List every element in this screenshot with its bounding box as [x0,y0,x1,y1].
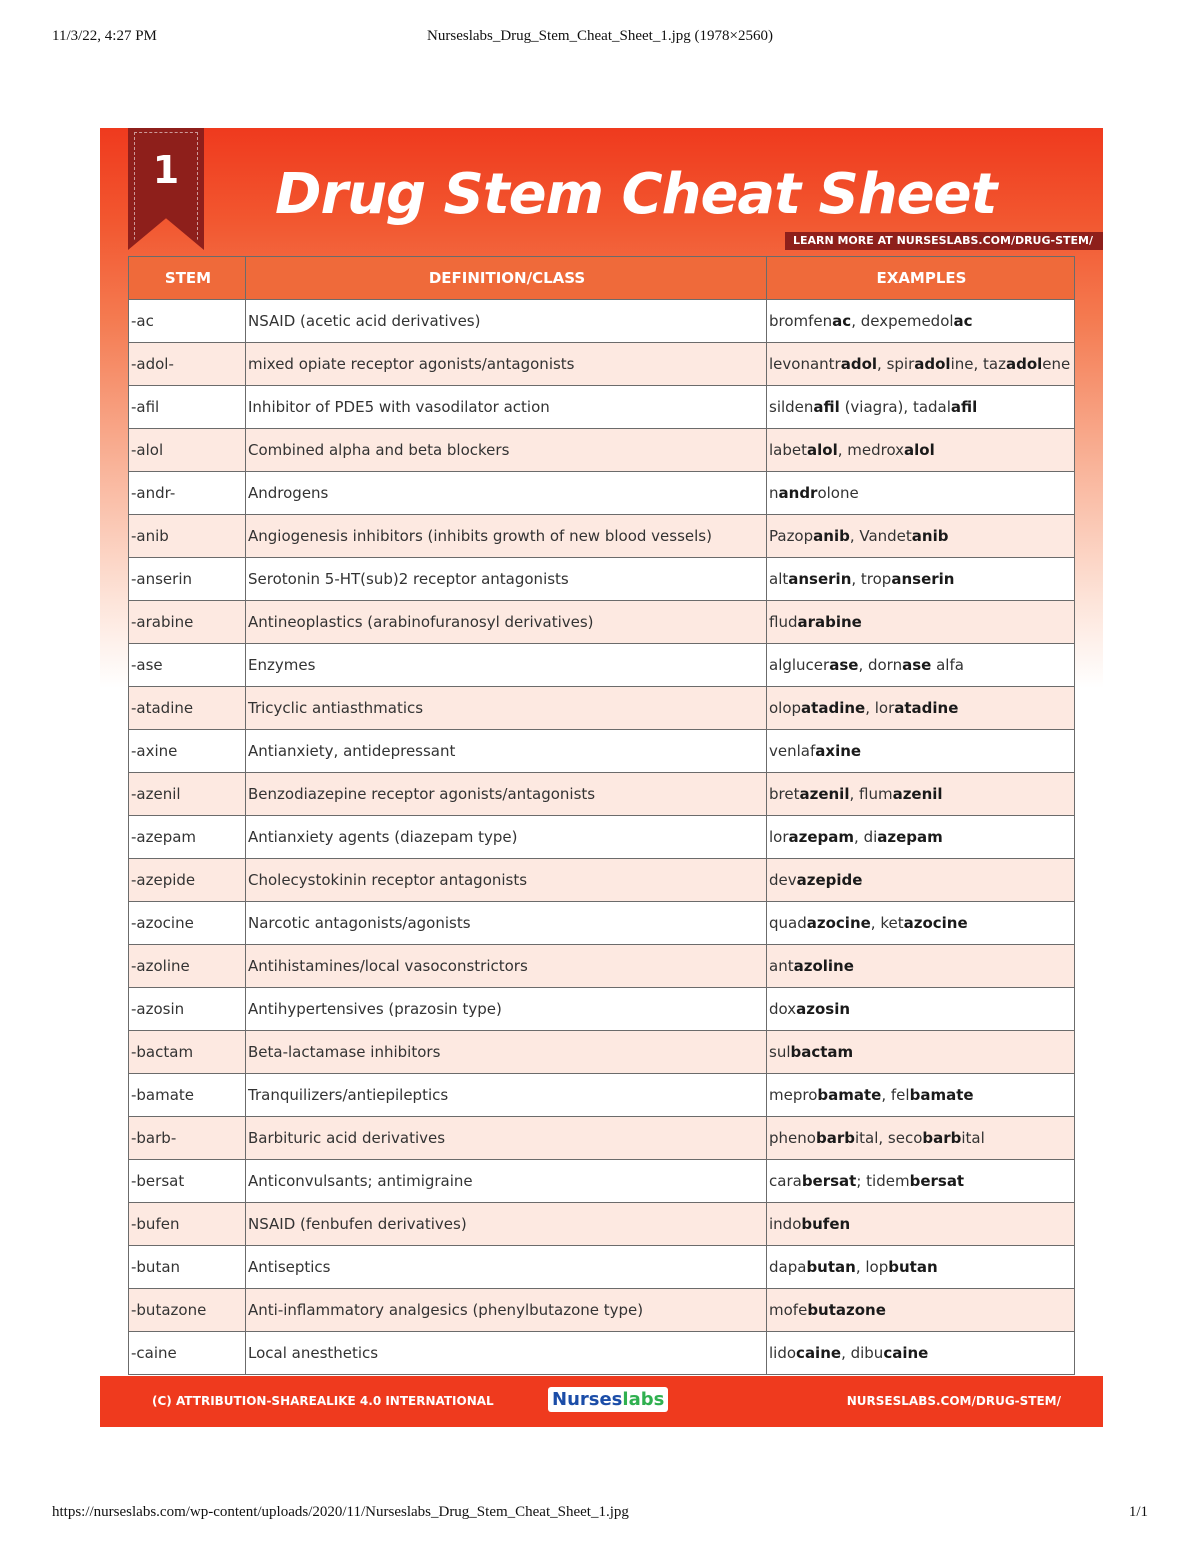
example-stem-highlight: anserin [891,570,955,588]
column-header-stem: STEM [129,257,246,300]
example-text: dapa [769,1258,807,1276]
examples-cell [767,386,1075,429]
footer-bar [100,1376,1103,1427]
example-text: ital, seco [854,1129,923,1147]
examples-cell [767,1160,1075,1203]
example-stem-highlight: butan [888,1258,938,1276]
example-text: lido [769,1344,797,1362]
stem-cell: -azepide [129,859,246,902]
example-stem-highlight: caine [796,1344,842,1362]
example-text: bromfen [769,312,833,330]
logo-word-b: labs [622,1389,665,1410]
example-stem-highlight: azepide [796,871,863,889]
page-title: Drug Stem Cheat Sheet [275,162,997,227]
definition-cell: Antiseptics [246,1246,767,1289]
table-row [129,1203,1075,1246]
stem-cell: -afil [129,386,246,429]
example-stem-highlight: ac [953,312,973,330]
cheat-sheet [100,128,1103,1427]
stem-cell: -alol [129,429,246,472]
examples-cell [767,730,1075,773]
examples-cell [767,343,1075,386]
definition-cell: Antihypertensives (prazosin type) [246,988,767,1031]
example-text: , ket [870,914,904,932]
example-stem-highlight: azepam [877,828,943,846]
example-text: cara [769,1172,802,1190]
example-stem-highlight: afil [813,398,840,416]
stem-cell: -anib [129,515,246,558]
example-stem-highlight: bufen [801,1215,851,1233]
definition-cell: Tranquilizers/antiepileptics [246,1074,767,1117]
example-text: olop [769,699,802,717]
footer-site-link[interactable]: NURSESLABS.COM/DRUG-STEM/ [846,1394,1061,1408]
examples-cell [767,300,1075,343]
example-text: lor [769,828,789,846]
example-stem-highlight: azenil [892,785,943,803]
example-text: mofe [769,1301,808,1319]
table-row [129,386,1075,429]
definition-cell: Androgens [246,472,767,515]
definition-cell: Narcotic antagonists/agonists [246,902,767,945]
table-row [129,1160,1075,1203]
example-stem-highlight: bersat [909,1172,965,1190]
example-text: quad [769,914,807,932]
definition-cell: Beta-lactamase inhibitors [246,1031,767,1074]
example-stem-highlight: anib [813,527,850,545]
learn-more-prefix: LEARN MORE AT [792,234,897,247]
definition-cell: Antineoplastics (arabinofuranosyl derivatives) [246,601,767,644]
example-stem-highlight: azepam [788,828,855,846]
example-stem-highlight: azenil [799,785,850,803]
stem-cell: -ase [129,644,246,687]
print-header [52,28,1148,50]
logo-word-a: Nurses [552,1389,623,1410]
example-text: ine, taz [950,355,1006,373]
print-footer [52,1504,1148,1526]
license-text: (C) ATTRIBUTION-SHAREALIKE 4.0 INTERNATIONAL [152,1394,494,1408]
example-stem-highlight: caine [883,1344,929,1362]
examples-cell [767,988,1075,1031]
examples-cell [767,515,1075,558]
example-stem-highlight: azocine [903,914,968,932]
banner-page-number: 1 [152,148,180,192]
example-text: bret [769,785,800,803]
definition-cell: Antihistamines/local vasoconstrictors [246,945,767,988]
example-stem-highlight: ase [829,656,859,674]
table-row [129,902,1075,945]
table-row [129,515,1075,558]
stem-cell: -azenil [129,773,246,816]
example-stem-highlight: anib [911,527,949,545]
example-stem-highlight: adol [840,355,878,373]
definition-cell: Local anesthetics [246,1332,767,1375]
examples-cell [767,644,1075,687]
example-text: ; tidem [856,1172,910,1190]
column-header-definition: DEFINITION/CLASS [246,257,767,300]
print-page-number: 1/1 [1128,1504,1148,1520]
examples-cell [767,859,1075,902]
table-row [129,687,1075,730]
stem-cell: -azosin [129,988,246,1031]
example-stem-highlight: barb [922,1129,962,1147]
example-text: , di [854,828,878,846]
definition-cell: Serotonin 5-HT(sub)2 receptor antagonists [246,558,767,601]
stem-cell: -butan [129,1246,246,1289]
example-text: , dibu [841,1344,884,1362]
example-text: venlaf [769,742,816,760]
definition-cell: Tricyclic antiasthmatics [246,687,767,730]
examples-cell [767,1332,1075,1375]
example-text: , trop [851,570,892,588]
stem-cell: -atadine [129,687,246,730]
examples-cell [767,558,1075,601]
stem-cell: -andr- [129,472,246,515]
table-row [129,1031,1075,1074]
table-row [129,1332,1075,1375]
example-text: dev [769,871,797,889]
example-text: Pazop [769,527,814,545]
stem-cell: -adol- [129,343,246,386]
example-stem-highlight: bamate [909,1086,974,1104]
definition-cell: mixed opiate receptor agonists/antagonists [246,343,767,386]
example-text: labet [769,441,807,459]
example-text: alglucer [769,656,830,674]
definition-cell: Angiogenesis inhibitors (inhibits growth of new blood vessels) [246,515,767,558]
print-url: https://nurseslabs.com/wp-content/uploads/2020/11/Nurseslabs_Drug_Stem_Cheat_Sheet_1.jpg [52,1504,629,1520]
examples-cell [767,1031,1075,1074]
definition-cell: Anti-inflammatory analgesics (phenylbutazone type) [246,1289,767,1332]
table-row [129,601,1075,644]
examples-cell [767,1203,1075,1246]
example-text: , flum [849,785,893,803]
stem-cell: -ac [129,300,246,343]
examples-cell [767,1117,1075,1160]
table-row [129,773,1075,816]
example-text: ene [1042,355,1071,373]
example-stem-highlight: bersat [801,1172,857,1190]
example-text: , medrox [837,441,905,459]
learn-more-url[interactable]: NURSESLABS.COM/DRUG-STEM/ [896,234,1093,247]
examples-cell [767,601,1075,644]
nurseslabs-logo [548,1387,668,1412]
table-row [129,558,1075,601]
example-stem-highlight: azosin [796,1000,851,1018]
example-stem-highlight: adol [1005,355,1043,373]
stem-cell: -axine [129,730,246,773]
example-text: dox [769,1000,797,1018]
examples-cell [767,1289,1075,1332]
table-row [129,1117,1075,1160]
example-text: , spir [877,355,915,373]
stem-cell: -caine [129,1332,246,1375]
example-stem-highlight: butazone [807,1301,886,1319]
table-row [129,472,1075,515]
column-header-examples: EXAMPLES [767,257,1075,300]
stem-cell: -arabine [129,601,246,644]
example-stem-highlight: azocine [806,914,871,932]
stem-cell: -azoline [129,945,246,988]
definition-cell: Barbituric acid derivatives [246,1117,767,1160]
example-text: indo [769,1215,802,1233]
example-stem-highlight: ase [902,656,932,674]
table-row [129,988,1075,1031]
definition-cell: Benzodiazepine receptor agonists/antagonists [246,773,767,816]
example-text: pheno [769,1129,816,1147]
print-title: Nurseslabs_Drug_Stem_Cheat_Sheet_1.jpg (1978×2560) [427,28,773,44]
example-text: n [769,484,779,502]
table-row [129,343,1075,386]
example-text: alt [769,570,789,588]
table-row [129,429,1075,472]
table-row [129,644,1075,687]
example-stem-highlight: alol [807,441,838,459]
example-stem-highlight: ac [832,312,852,330]
example-stem-highlight: atadine [801,699,866,717]
table-row [129,945,1075,988]
example-text: mepro [769,1086,818,1104]
example-stem-highlight: andr [778,484,818,502]
table-row [129,1246,1075,1289]
learn-more-tag[interactable] [785,232,1103,250]
stem-cell: -anserin [129,558,246,601]
examples-cell [767,945,1075,988]
definition-cell: NSAID (fenbufen derivatives) [246,1203,767,1246]
example-text: sul [769,1043,791,1061]
examples-cell [767,816,1075,859]
definition-cell: Cholecystokinin receptor antagonists [246,859,767,902]
example-text: ant [769,957,794,975]
stem-cell: -bamate [129,1074,246,1117]
table-body [129,300,1075,1375]
table-row [129,816,1075,859]
table-row [129,300,1075,343]
example-text: ital [961,1129,985,1147]
example-stem-highlight: arabine [797,613,862,631]
example-stem-highlight: axine [815,742,862,760]
example-text: flud [769,613,798,631]
example-stem-highlight: bactam [790,1043,854,1061]
table-row [129,1289,1075,1332]
example-stem-highlight: anserin [788,570,852,588]
example-stem-highlight: bamate [817,1086,882,1104]
example-text: , lop [855,1258,889,1276]
definition-cell: Antianxiety agents (diazepam type) [246,816,767,859]
example-stem-highlight: azoline [793,957,854,975]
examples-cell [767,902,1075,945]
stem-cell: -barb- [129,1117,246,1160]
stem-cell: -butazone [129,1289,246,1332]
definition-cell: Combined alpha and beta blockers [246,429,767,472]
definition-cell: Enzymes [246,644,767,687]
examples-cell [767,1074,1075,1117]
print-date: 11/3/22, 4:27 PM [52,28,157,44]
stem-cell: -azepam [129,816,246,859]
table-header-row [129,257,1075,300]
example-text: , dorn [858,656,903,674]
definition-cell: Anticonvulsants; antimigraine [246,1160,767,1203]
example-stem-highlight: afil [950,398,978,416]
example-text: levonantr [769,355,841,373]
examples-cell [767,1246,1075,1289]
example-text: (viagra), tadal [839,398,951,416]
stem-cell: -bufen [129,1203,246,1246]
examples-cell [767,472,1075,515]
example-text: , lor [865,699,895,717]
example-stem-highlight: atadine [894,699,959,717]
stem-cell: -azocine [129,902,246,945]
definition-cell: Inhibitor of PDE5 with vasodilator action [246,386,767,429]
examples-cell [767,773,1075,816]
example-text: , Vandet [849,527,912,545]
definition-cell: NSAID (acetic acid derivatives) [246,300,767,343]
table-row [129,730,1075,773]
examples-cell [767,429,1075,472]
example-text: , dexpemedol [851,312,954,330]
example-stem-highlight: barb [815,1129,855,1147]
example-stem-highlight: adol [914,355,951,373]
stem-cell: -bactam [129,1031,246,1074]
example-stem-highlight: alol [904,441,935,459]
example-text: olone [817,484,859,502]
example-text: silden [769,398,814,416]
table-row [129,859,1075,902]
definition-cell: Antianxiety, antidepressant [246,730,767,773]
stem-cell: -bersat [129,1160,246,1203]
drug-stem-table [128,256,1074,1375]
examples-cell [767,687,1075,730]
example-text: alfa [931,656,964,674]
example-stem-highlight: butan [806,1258,856,1276]
example-text: , fel [881,1086,910,1104]
table-row [129,1074,1075,1117]
